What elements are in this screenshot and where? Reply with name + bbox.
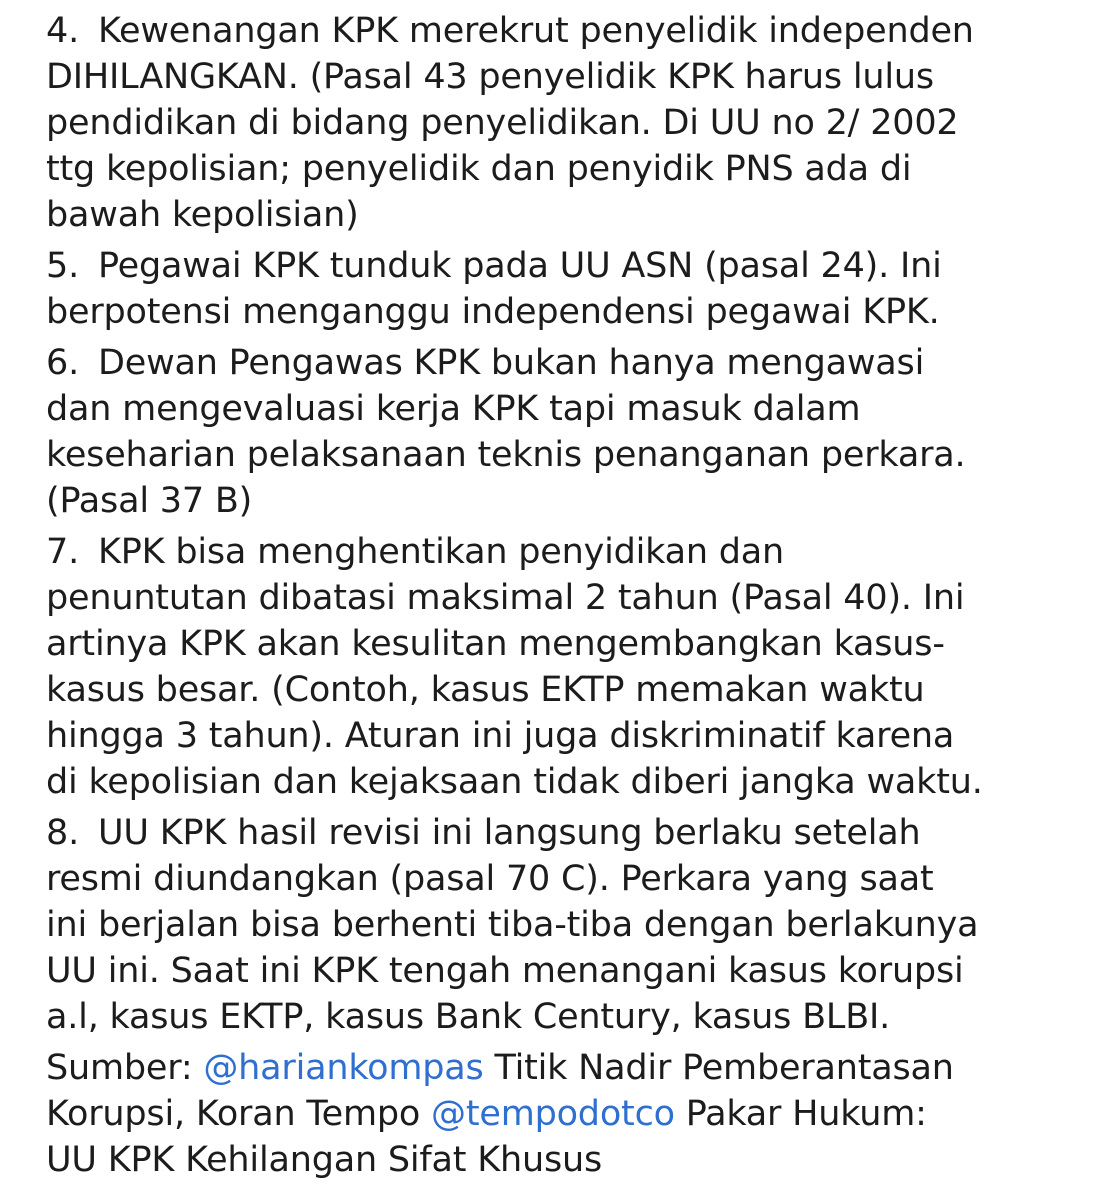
list-item-line: artinya KPK akan kesulitan mengembangkan kasus- [46, 624, 945, 664]
item-number: 8. [46, 813, 79, 853]
article-text [46, 8, 1086, 1188]
list-item-line: dan mengevaluasi kerja KPK tapi masuk dalam [46, 389, 861, 429]
list-item-line: 8. UU KPK hasil revisi ini langsung berlaku setelah [46, 810, 1086, 856]
item-number: 7. [46, 532, 79, 572]
list-item-line: 7. KPK bisa menghentikan penyidikan dan [46, 529, 1086, 575]
list-item-6 [46, 340, 1086, 524]
list-item-line: 4. Kewenangan KPK merekrut penyelidik independen [46, 8, 1086, 54]
list-item-line: keseharian pelaksanaan teknis penanganan perkara. [46, 435, 966, 475]
list-item-5 [46, 243, 1086, 335]
source-block [46, 1045, 1086, 1183]
item-number: 6. [46, 343, 79, 383]
list-item-line: resmi diundangkan (pasal 70 C). Perkara yang saat [46, 859, 934, 899]
source-label: Sumber: [46, 1048, 193, 1088]
source-line [46, 1091, 1086, 1137]
list-item-line: di kepolisian dan kejaksaan tidak diberi jangka waktu. [46, 762, 983, 802]
source-text: Pakar Hukum: [685, 1094, 927, 1134]
list-item-line: ini berjalan bisa berhenti tiba-tiba dengan berlakunya [46, 905, 979, 945]
list-item-4 [46, 8, 1086, 238]
list-item-line: bawah kepolisian) [46, 195, 359, 235]
list-item-line: 6. Dewan Pengawas KPK bukan hanya mengawasi [46, 340, 1086, 386]
source-text: Korupsi, Koran Tempo [46, 1094, 421, 1134]
list-item-line: pendidikan di bidang penyelidikan. Di UU no 2/ 2002 [46, 103, 959, 143]
list-item-line: a.l, kasus EKTP, kasus Bank Century, kasus BLBI. [46, 997, 891, 1037]
list-item-line: (Pasal 37 B) [46, 481, 253, 521]
list-item-7 [46, 529, 1086, 805]
item-number: 5. [46, 246, 79, 286]
list-item-line: DIHILANGKAN. (Pasal 43 penyelidik KPK harus lulus [46, 57, 934, 97]
mention-link-tempodotco[interactable]: @tempodotco [431, 1094, 675, 1134]
list-item-line: hingga 3 tahun). Aturan ini juga diskriminatif karena [46, 716, 955, 756]
list-item-line: berpotensi menganggu independensi pegawai KPK. [46, 292, 940, 332]
list-item-8 [46, 810, 1086, 1040]
mention-link-hariankompas[interactable]: @hariankompas [203, 1048, 484, 1088]
list-item-line: UU ini. Saat ini KPK tengah menangani kasus korupsi [46, 951, 964, 991]
source-line: UU KPK Kehilangan Sifat Khusus [46, 1140, 602, 1180]
list-item-line: 5. Pegawai KPK tunduk pada UU ASN (pasal 24). Ini [46, 243, 1086, 289]
source-text: Titik Nadir Pemberantasan [494, 1048, 954, 1088]
list-item-line: penuntutan dibatasi maksimal 2 tahun (Pasal 40). Ini [46, 578, 965, 618]
list-item-line: kasus besar. (Contoh, kasus EKTP memakan waktu [46, 670, 925, 710]
source-line [46, 1045, 1086, 1091]
list-item-line: ttg kepolisian; penyelidik dan penyidik PNS ada di [46, 149, 912, 189]
item-number: 4. [46, 11, 79, 51]
